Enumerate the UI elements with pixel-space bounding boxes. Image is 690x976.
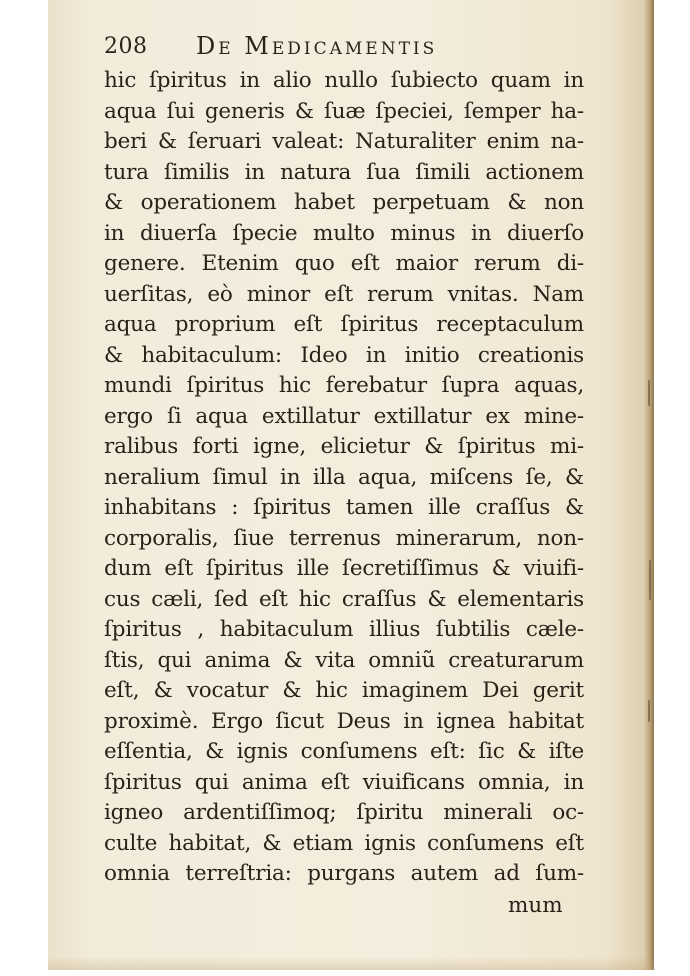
margin-mark	[649, 560, 651, 600]
text-line: ſtis, qui anima & vita omniũ creaturarum	[104, 647, 584, 673]
text-line: culte habitat, & etiam ignis conſumens eſt	[104, 830, 584, 856]
text-line: in diuerſa ſpecie multo minus in diuerſo	[104, 220, 584, 246]
text-line: aqua proprium eſt ſpiritus receptaculum	[104, 312, 584, 337]
text-line: proximè. Ergo ſicut Deus in ignea habitat	[104, 708, 584, 734]
page-bottom-shadow	[48, 956, 654, 970]
text-line: igneo ardentiſſimoq; ſpiritu minerali oc-	[104, 800, 584, 825]
text-line: omnia terreſtria: purgans autem ad ſum-	[104, 861, 584, 886]
text-line: eſt, & vocatur & hic imaginem Dei gerit	[104, 678, 584, 703]
text-line: hic ſpiritus in alio nullo ſubiecto quam in	[104, 68, 584, 93]
text-line: ſpiritus , habitaculum illius ſubtilis cæle-	[104, 617, 584, 642]
text-line: corporalis, ſiue terrenus minerarum, non-	[104, 525, 584, 551]
text-line: ergo ſi aqua extillatur extillatur ex mine-	[104, 403, 584, 429]
margin-mark	[648, 380, 650, 406]
page-edge-shadow	[644, 0, 654, 970]
text-line: beri & ſeruari valeat: Naturaliter enim na-	[104, 129, 584, 154]
text-line: aqua ſui generis & ſuæ ſpeciei, ſemper ha-	[104, 98, 584, 124]
margin-mark	[648, 700, 650, 722]
text-line: genere. Etenim quo eſt maior rerum di-	[104, 251, 584, 276]
text-line: cus cæli, ſed eſt hic craſſus & elementaris	[104, 586, 584, 612]
running-title: De Medicamentis	[196, 32, 438, 60]
text-line: tura ſimilis in natura ſua ſimili actionem	[104, 159, 584, 185]
text-line: inhabitans : ſpiritus tamen ille craſſus &	[104, 495, 584, 520]
text-line: ſpiritus qui anima eſt viuificans omnia, in	[104, 769, 584, 795]
text-line: neralium ſimul in illa aqua, miſcens ſe, &	[104, 464, 584, 490]
text-line: mundi ſpiritus hic ferebatur ſupra aquas,	[104, 373, 584, 398]
running-header	[104, 30, 544, 64]
body-text	[104, 66, 584, 890]
text-line: uerſitas, eò minor eſt rerum vnitas. Nam	[104, 281, 584, 307]
catchword: mum	[508, 893, 563, 918]
text-line: & habitaculum: Ideo in initio creationis	[104, 342, 584, 368]
text-line: dum eſt ſpiritus ille ſecretiſſimus & viuifi-	[104, 556, 584, 581]
text-line: eſſentia, & ignis conſumens eſt: ſic & iſte	[104, 739, 584, 764]
text-line: ralibus forti igne, elicietur & ſpiritus mi-	[104, 434, 584, 459]
page-number: 208	[104, 34, 148, 59]
text-line: & operationem habet perpetuam & non	[104, 190, 584, 215]
